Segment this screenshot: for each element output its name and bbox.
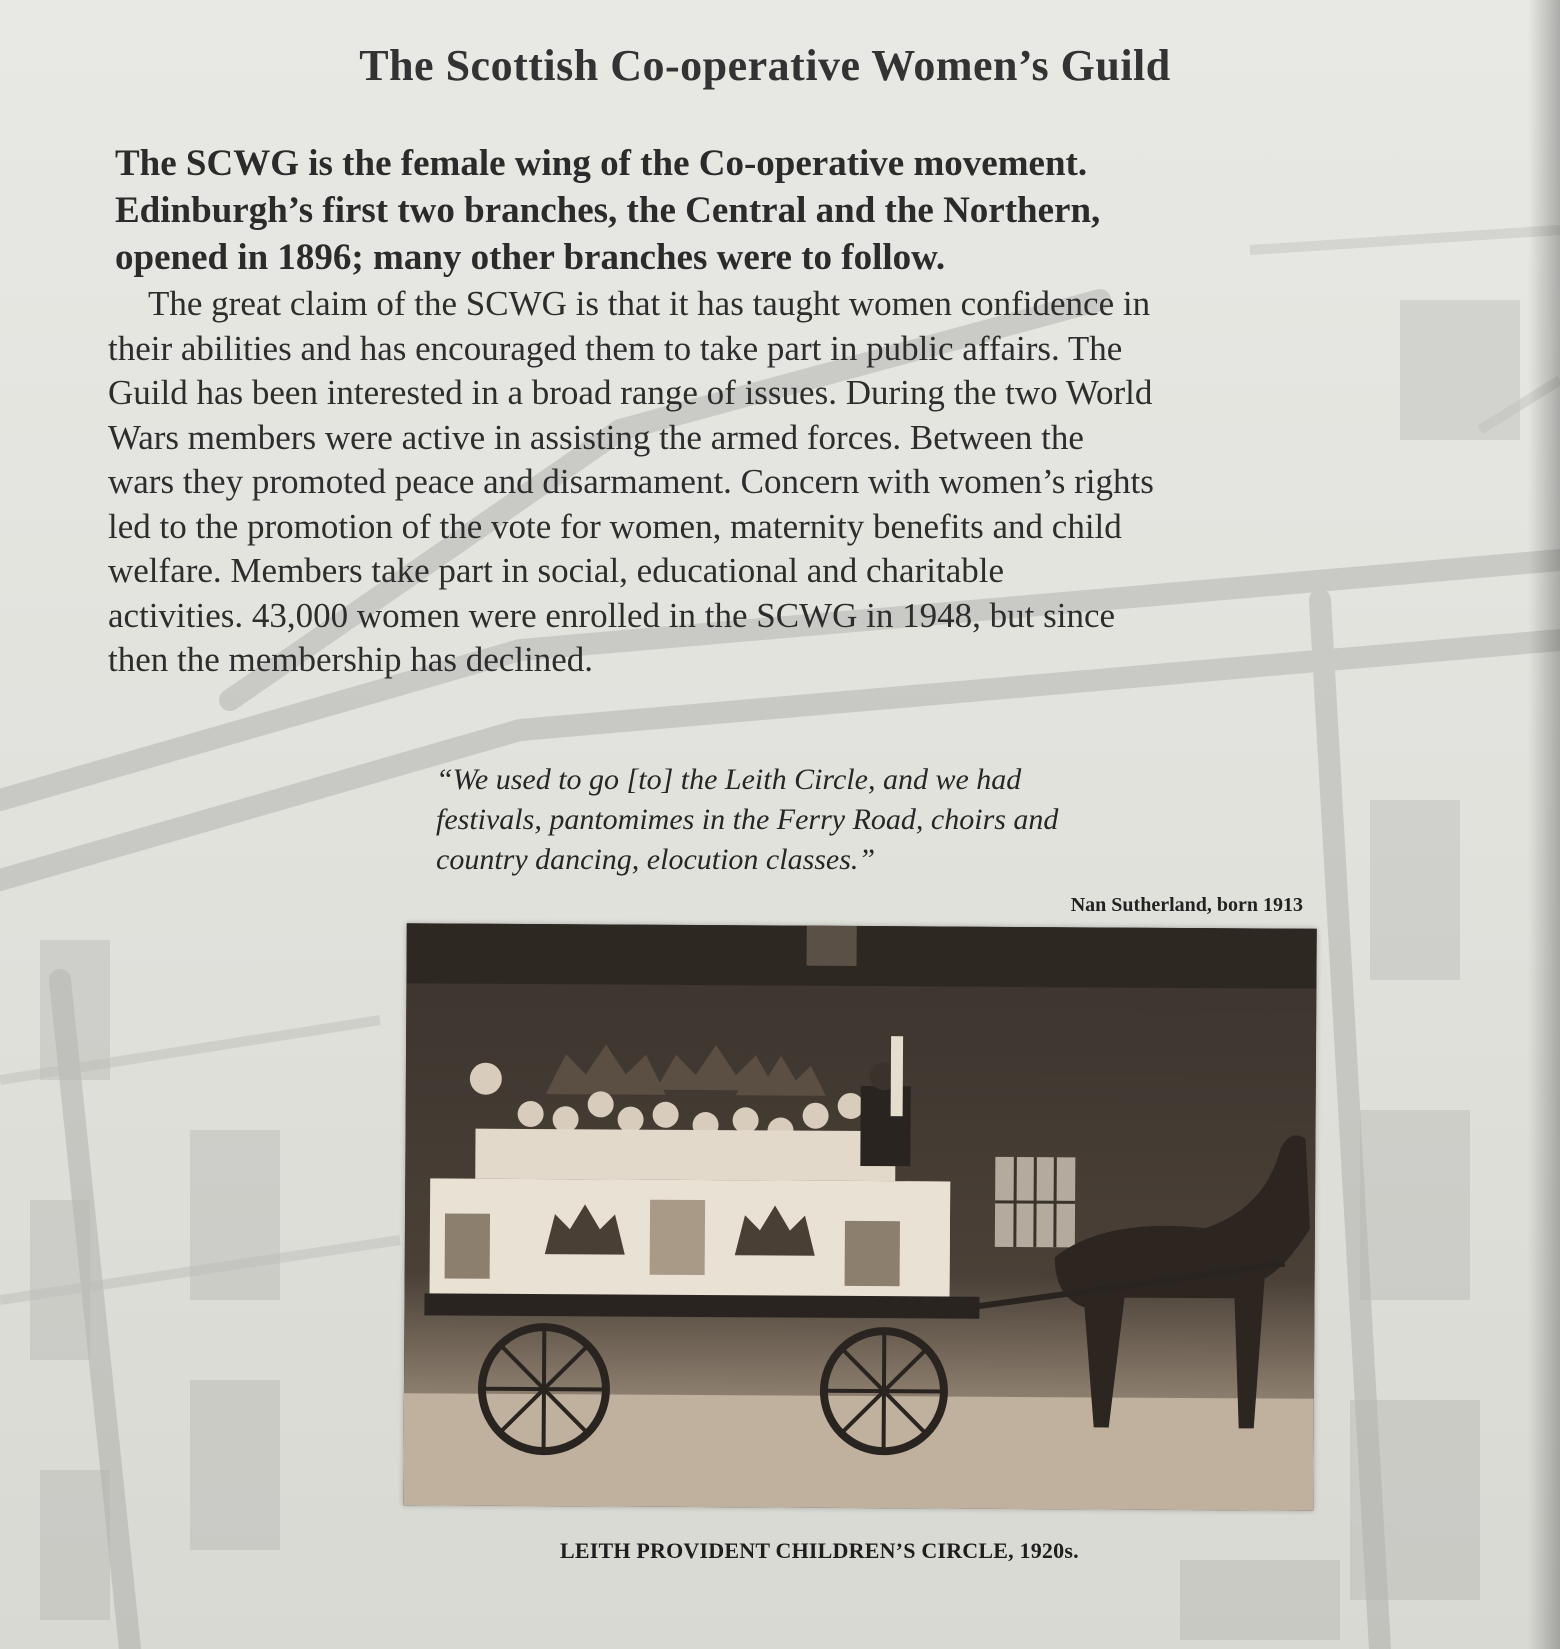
body-line: activities. 43,000 women were enrolled in the SCWG in 1948, but since — [108, 595, 1116, 635]
body-line: wars they promoted peace and disarmament. Concern with women’s rights — [108, 462, 1154, 501]
lead-line: Edinburgh’s first two branches, the Central and the Northern, — [115, 190, 1101, 231]
historic-photograph — [403, 923, 1317, 1511]
quote-line: country dancing, elocution classes.” — [436, 843, 876, 876]
body-line: Guild has been interested in a broad range of issues. During the two World — [108, 373, 1153, 412]
lead-line: opened in 1896; many other branches were to follow. — [115, 237, 946, 278]
lead-paragraph — [115, 140, 1415, 281]
horse-drawn-float-photo — [403, 923, 1317, 1511]
body-line: then the membership has declined. — [108, 640, 593, 679]
body-paragraph — [108, 282, 1428, 683]
body-line: The great claim of the SCWG is that it has taught women confidence in — [148, 284, 1151, 323]
body-line: Wars members were active in assisting the armed forces. Between the — [108, 417, 1084, 457]
photo-caption: LEITH PROVIDENT CHILDREN’S CIRCLE, 1920s. — [560, 1538, 1079, 1563]
body-line: their abilities and has encouraged them to take part in public affairs. The — [108, 328, 1123, 368]
panel-edge-shadow — [1528, 0, 1560, 1649]
lead-line: The SCWG is the female wing of the Co-operative movement. — [115, 143, 1088, 184]
oral-history-quote — [436, 760, 1286, 880]
quote-line: “We used to go [to] the Leith Circle, and we had — [436, 763, 1022, 796]
quote-line: festivals, pantomimes in the Ferry Road, choirs and — [436, 803, 1059, 836]
body-line: led to the promotion of the vote for women, maternity benefits and child — [108, 506, 1122, 546]
quote-attribution: Nan Sutherland, born 1913 — [1070, 894, 1303, 916]
body-line: welfare. Members take part in social, educational and charitable — [108, 551, 1004, 590]
panel-title: The Scottish Co-operative Women’s Guild — [359, 41, 1171, 90]
